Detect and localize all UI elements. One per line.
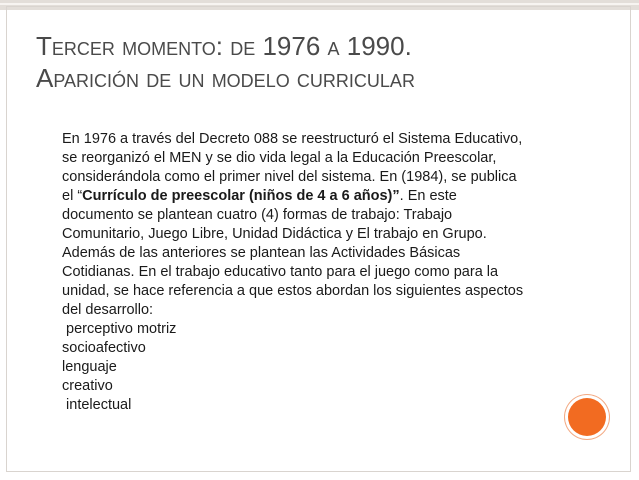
title-line-2: Aparición de un modelo curricular	[36, 63, 415, 93]
aspect-intelectual: intelectual	[62, 397, 132, 413]
aspect-lenguaje: lenguaje	[62, 359, 117, 375]
aspect-creativo: creativo	[62, 378, 113, 394]
body-rest-text: . En este documento se plantean cuatro (4) formas de trabajo: Trabajo Comunitario, Juego Libre, Unidad Didáctica y El trabajo en Grupo. Además de las anteriores se plantean las Actividades Básicas Cotidianas. En el trabajo educativo tanto para el juego como para la unidad, se hace referencia a que estos abordan los siguientes aspectos del desarrollo:	[62, 188, 524, 318]
title-year-start: 1976	[262, 31, 321, 61]
slide-title	[36, 30, 596, 94]
title-line-1	[36, 30, 596, 62]
top-bar-highlight	[0, 3, 639, 5]
aspect-perceptivo-motriz: perceptivo motriz	[62, 321, 177, 337]
title-year-end: 1990.	[346, 31, 412, 61]
body-intro-text: En 1976 a través del Decreto 088 se reestructuró el Sistema Educativo, se reorganizó el MEN y se dio vida legal a la Educación Preescolar, considerándola como el primer nivel del sistema. En (1984), se publica el “	[62, 131, 523, 204]
aspect-socioafectivo: socioafectivo	[62, 340, 146, 356]
development-aspects-list	[62, 320, 527, 415]
orange-circle-decoration	[568, 398, 606, 436]
body-paragraph	[62, 130, 527, 320]
slide-body	[62, 130, 527, 415]
title-text-a: Tercer momento: de	[36, 31, 263, 61]
body-bold-title: Currículo de preescolar (niños de 4 a 6 años)”	[82, 188, 400, 204]
title-text-b: a	[320, 31, 347, 61]
